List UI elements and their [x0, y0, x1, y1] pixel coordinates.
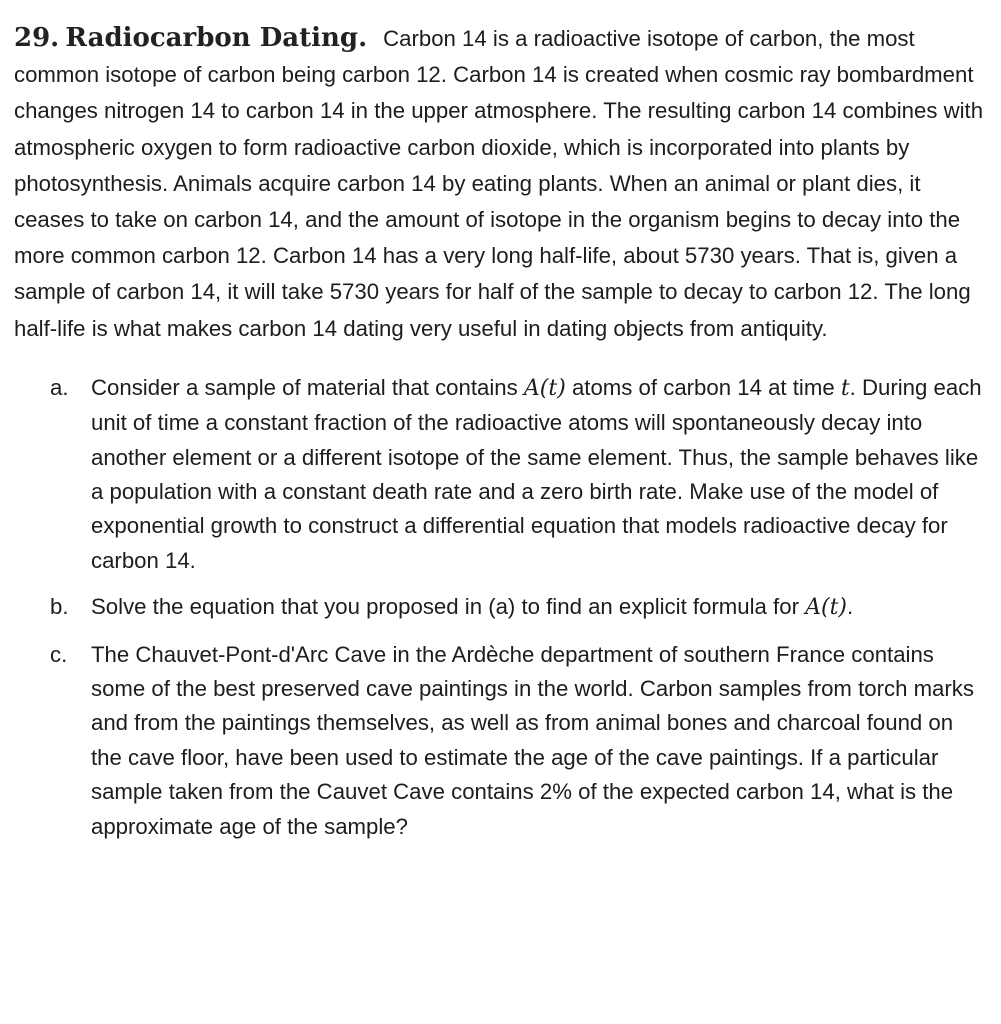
part-c: [14, 638, 986, 844]
part-b-math-a-of-t: A(t): [805, 595, 848, 621]
part-c-text-1: The Chauvet-Pont-d'Arc Cave in the Ardèche department of southern France contains some of the best preserved cave paintings in the world. Carbon samples from torch marks and from the paintings themselves, as well as from animal bones and charcoal found on the cave floor, have been used to estimate the age of the cave paintings. If a particular sample taken from the Cauvet Cave contains 2% of the expected carbon 14, what is the approximate age of the sample?: [91, 641, 974, 839]
problem-block: [14, 20, 986, 856]
part-a: [14, 371, 986, 578]
part-a-text-1: Consider a sample of material that contains: [91, 374, 518, 400]
part-b-label: b.: [50, 594, 69, 620]
part-a-text-2: atoms of carbon 14 at time: [571, 374, 835, 400]
part-a-math-t: t: [840, 375, 850, 401]
part-b: [14, 590, 986, 625]
problem-number: 29.: [14, 23, 60, 53]
problem-intro-text: Carbon 14 is a radioactive isotope of carbon, the most common isotope of carbon being carbon 12. Carbon 14 is created when cosmic ray bombardment changes nitrogen 14 to carbon 14 in the upper atmosphere. The resulting carbon 14 combines with atmospheric oxygen to form radioactive carbon dioxide, which is incorporated into plants by photosynthesis. Animals acquire carbon 14 by eating plants. When an animal or plant dies, it ceases to take on carbon 14, and the amount of isotope in the organism begins to decay into the more common carbon 12. Carbon 14 has a very long half-life, about 5730 years. That is, given a sample of carbon 14, it will take 5730 years for half of the sample to decay to carbon 12. The long half-life is what makes carbon 14 dating very useful in dating objects from antiquity.: [14, 26, 984, 341]
parts-list: [14, 371, 986, 844]
part-a-text-3: . During each unit of time a constant fraction of the radioactive atoms will spontaneously decay into another element or a different isotope of the same element. Thus, the sample behaves like a population with a constant death rate and a zero birth rate. Make use of the model of exponential growth to construct a differential equation that models radioactive decay for carbon 14.: [91, 374, 982, 573]
part-a-math-a-of-t: A(t): [523, 375, 566, 401]
problem-title: Radiocarbon Dating.: [65, 23, 368, 53]
part-a-label: a.: [50, 374, 69, 400]
part-b-text-2: .: [847, 594, 854, 620]
part-c-label: c.: [50, 641, 68, 667]
part-b-text-1: Solve the equation that you proposed in (a) to find an explicit formula for: [91, 594, 799, 620]
problem-intro: [14, 20, 986, 347]
